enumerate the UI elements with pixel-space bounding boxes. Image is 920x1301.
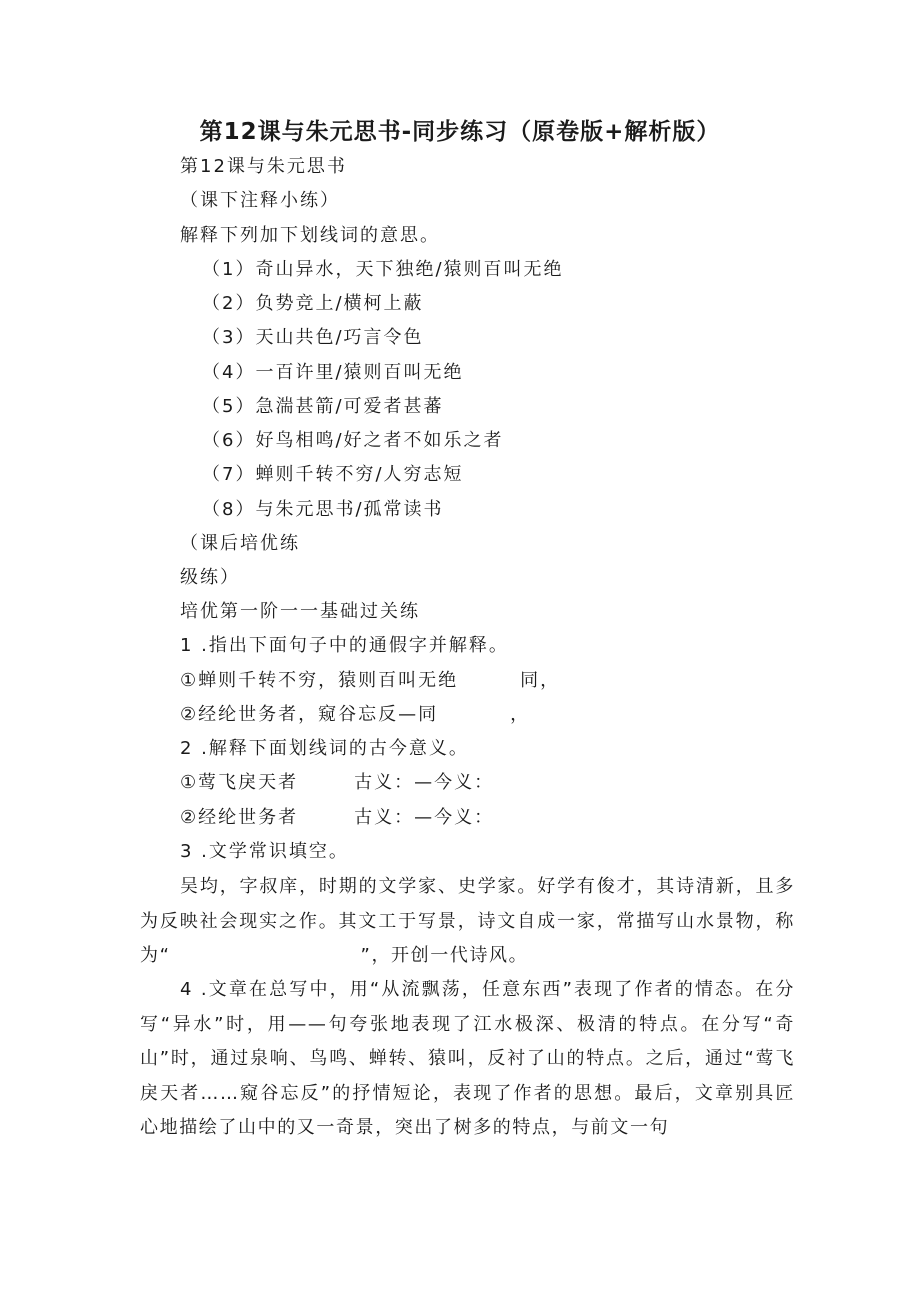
question-2-item-1-text: ①莺飞戾天者 xyxy=(180,772,299,793)
exercise-item: （5）急湍甚箭/可爱者甚蕃 xyxy=(202,396,444,417)
question-2-item-2-tail: 古义：—今义： xyxy=(354,807,495,828)
exercise-item: （1）奇山异水，天下独绝/猿则百叫无绝 xyxy=(202,259,564,280)
question-1-item-2-tail: ， xyxy=(510,704,531,725)
exercise-item: （4）一百许里/猿则百叫无绝 xyxy=(202,362,464,383)
instruction-text: 解释下列加下划线词的意思。 xyxy=(180,225,440,246)
question-1-prompt: 1 .指出下面句子中的通假字并解释。 xyxy=(180,635,509,656)
exercise-item: （2）负势竞上/横柯上蔽 xyxy=(202,293,424,314)
section-notes-heading: （课下注释小练） xyxy=(180,190,340,211)
question-2-item-2-text: ②经纶世务者 xyxy=(180,807,299,828)
question-4-text: 4 .文章在总写中，用“从流飘荡，任意东西”表现了作者的情态。在分写“异水”时，用——句夸张地表现了江水极深、极清的特点。在分写“奇山”时，通过泉响、鸟鸣、蝉转、猿叫，反衬了山的特点。之后，通过“莺飞戾天者……窥谷忘反”的抒情短论，表现了作者的思想。最后，文章别具匠心地描绘了山中的又一奇景，突出了树多的特点，与前文一句 xyxy=(140,979,795,1138)
question-2-item-1 xyxy=(180,771,494,795)
question-1-item-2 xyxy=(180,703,530,727)
question-4-paragraph xyxy=(140,973,795,1146)
question-3-text-b: ”，开创一代诗风。 xyxy=(360,945,529,966)
exercise-item: （3）天山共色/巧言令色 xyxy=(202,327,424,348)
question-3-paragraph xyxy=(140,870,795,974)
question-2-item-1-tail: 古义：—今义： xyxy=(354,772,495,793)
exercise-item: （6）好鸟相鸣/好之者不如乐之者 xyxy=(202,430,504,451)
exercise-item: （7）蝉则千转不穷/人穷志短 xyxy=(202,464,464,485)
question-3-prompt: 3 .文学常识填空。 xyxy=(180,841,349,862)
question-2-prompt: 2 .解释下面划线词的古今意义。 xyxy=(180,738,469,759)
stage-title: 培优第一阶一一基础过关练 xyxy=(180,601,420,622)
exercise-item: （8）与朱元思书/孤常读书 xyxy=(202,499,444,520)
question-1-item-1 xyxy=(180,669,560,693)
document-title: 第12课与朱元思书-同步练习（原卷版+解析版） xyxy=(199,119,721,145)
question-3-text-a: 吴均，字叔庠，时期的文学家、史学家。好学有俊才，其诗清新，且多为反映社会现实之作。其文工于写景，诗文自成一家，常描写山水景物，称为“ xyxy=(140,876,795,966)
question-2-item-2 xyxy=(180,806,494,830)
question-1-item-1-text: ①蝉则千转不穷，猿则百叫无绝 xyxy=(180,670,459,691)
question-1-item-2-text: ②经纶世务者，窥谷忘反—同 xyxy=(180,704,439,725)
section-after-heading-cont: 级练） xyxy=(180,567,240,588)
section-after-heading: （课后培优练 xyxy=(180,533,300,554)
lesson-title: 第12课与朱元思书 xyxy=(180,156,347,177)
question-1-item-1-tail: 同， xyxy=(520,670,561,691)
